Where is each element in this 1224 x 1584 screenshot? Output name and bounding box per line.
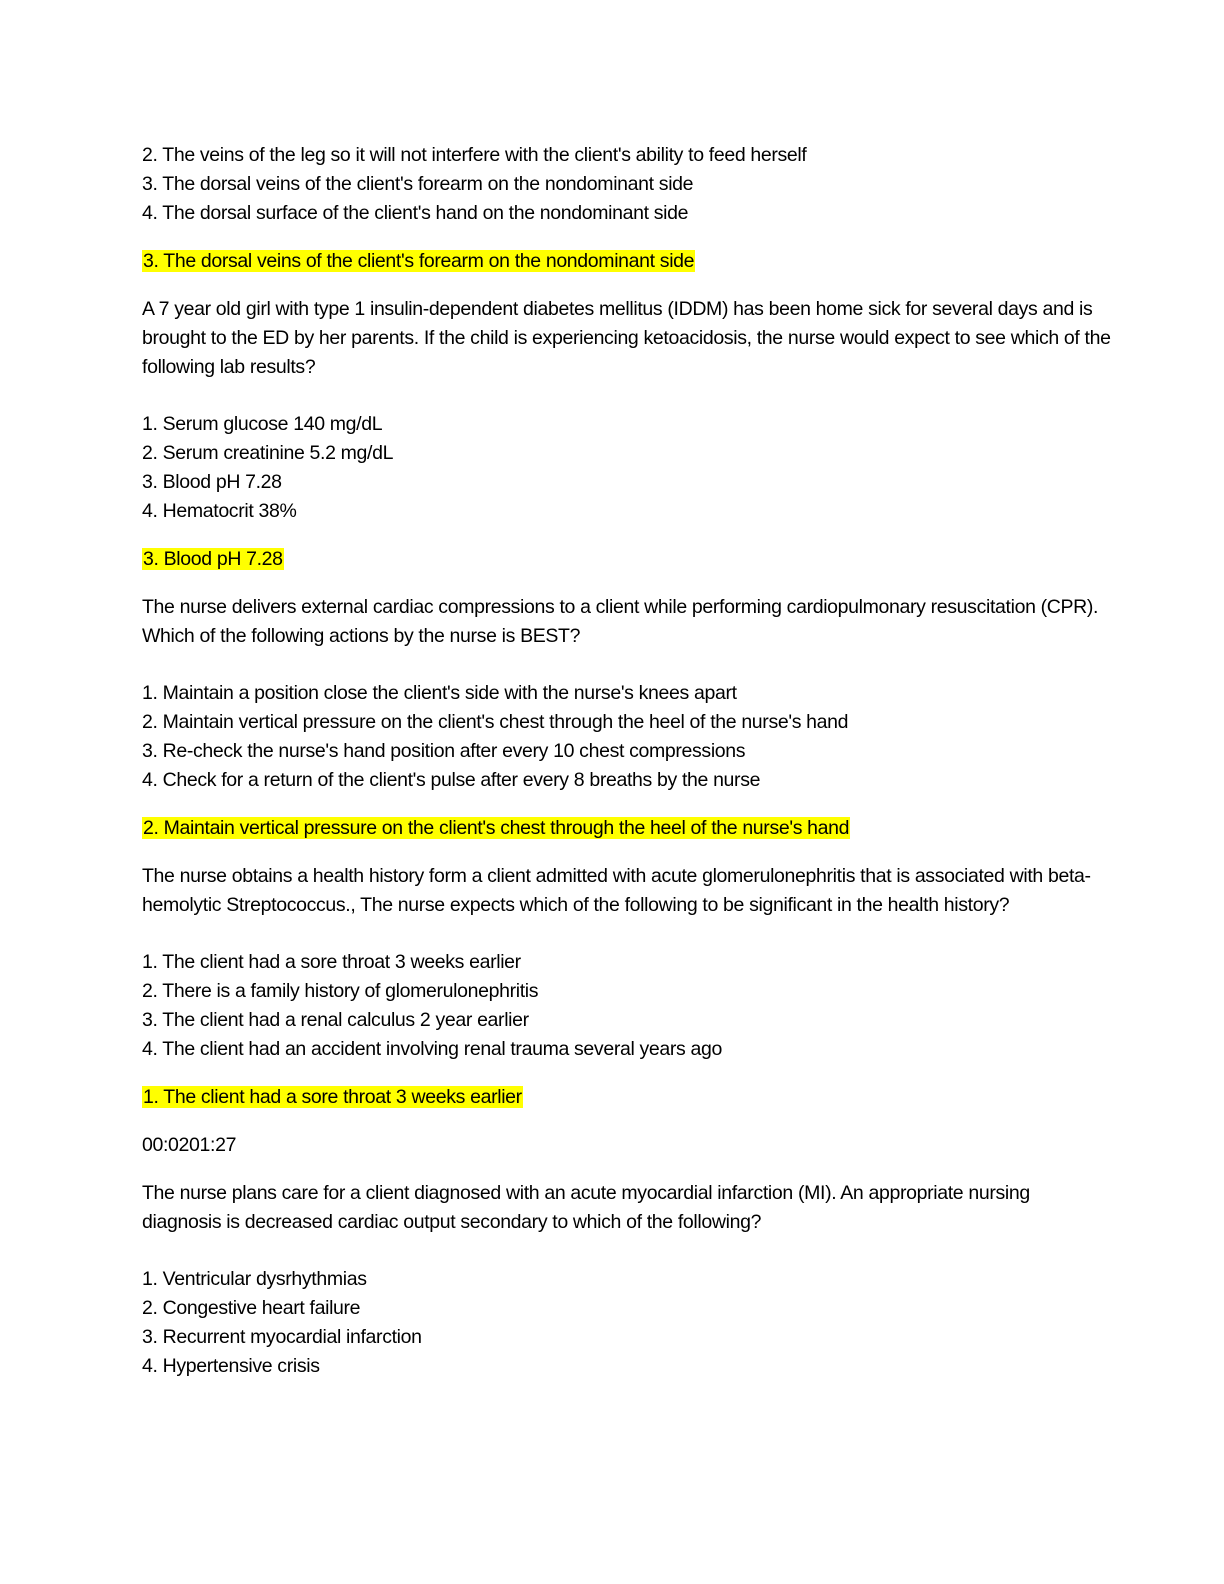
options-list bbox=[142, 141, 1082, 228]
option-item: 1. Ventricular dysrhythmias bbox=[142, 1268, 367, 1290]
option-item: 2. The veins of the leg so it will not interfere with the client's ability to feed herself bbox=[142, 144, 807, 166]
answer-line bbox=[142, 247, 1082, 276]
option-item: 3. The dorsal veins of the client's forearm on the nondominant side bbox=[142, 173, 694, 195]
option-item: 3. Re-check the nurse's hand position after every 10 chest compressions bbox=[142, 740, 746, 762]
question-text bbox=[142, 1179, 1082, 1237]
option-item: 3. Blood pH 7.28 bbox=[142, 471, 282, 493]
question-line: The nurse plans care for a client diagnosed with an acute myocardial infarction (MI). An appropriate nursing bbox=[142, 1182, 1030, 1204]
option-item: 3. Recurrent myocardial infarction bbox=[142, 1326, 422, 1348]
highlighted-answer: 3. Blood pH 7.28 bbox=[143, 548, 283, 570]
option-item: 1. Maintain a position close the client's side with the nurse's knees apart bbox=[142, 682, 737, 704]
option-item: 2. There is a family history of glomerulonephritis bbox=[142, 980, 539, 1002]
question-line: The nurse obtains a health history form a client admitted with acute glomerulonephritis that is associated with beta- bbox=[142, 865, 1091, 887]
answer-line bbox=[142, 545, 1082, 574]
question-line: A 7 year old girl with type 1 insulin-dependent diabetes mellitus (IDDM) has been home sick for several days and is bbox=[142, 298, 1093, 320]
question-line: following lab results? bbox=[142, 356, 316, 378]
question-line: The nurse delivers external cardiac compressions to a client while performing cardiopulmonary resuscitation (CPR). bbox=[142, 596, 1099, 618]
option-item: 3. The client had a renal calculus 2 year earlier bbox=[142, 1009, 529, 1031]
options-list bbox=[142, 410, 1082, 526]
option-item: 2. Maintain vertical pressure on the client's chest through the heel of the nurse's hand bbox=[142, 711, 849, 733]
highlighted-answer: 1. The client had a sore throat 3 weeks earlier bbox=[143, 1086, 522, 1108]
option-item: 2. Serum creatinine 5.2 mg/dL bbox=[142, 442, 394, 464]
question-text bbox=[142, 593, 1099, 651]
timestamp: 00:0201:27 bbox=[142, 1134, 237, 1156]
options-list bbox=[142, 679, 1082, 795]
question-text bbox=[142, 295, 1111, 382]
option-item: 4. The dorsal surface of the client's hand on the nondominant side bbox=[142, 202, 689, 224]
options-list bbox=[142, 1265, 1082, 1381]
answer-line bbox=[142, 1083, 1082, 1112]
highlighted-answer: 3. The dorsal veins of the client's forearm on the nondominant side bbox=[143, 250, 695, 272]
question-line: hemolytic Streptococcus., The nurse expects which of the following to be significant in the health history? bbox=[142, 894, 1010, 916]
question-text bbox=[142, 862, 1091, 920]
option-item: 1. The client had a sore throat 3 weeks earlier bbox=[142, 951, 521, 973]
options-list bbox=[142, 948, 1082, 1064]
option-item: 4. Check for a return of the client's pulse after every 8 breaths by the nurse bbox=[142, 769, 761, 791]
option-item: 4. The client had an accident involving renal trauma several years ago bbox=[142, 1038, 722, 1060]
question-line: brought to the ED by her parents. If the child is experiencing ketoacidosis, the nurse would expect to see which of the bbox=[142, 327, 1111, 349]
answer-line bbox=[142, 814, 1082, 843]
document-page bbox=[142, 141, 1111, 1381]
question-line: Which of the following actions by the nurse is BEST? bbox=[142, 625, 581, 647]
option-item: 4. Hypertensive crisis bbox=[142, 1355, 320, 1377]
highlighted-answer: 2. Maintain vertical pressure on the client's chest through the heel of the nurse's hand bbox=[143, 817, 850, 839]
option-item: 4. Hematocrit 38% bbox=[142, 500, 297, 522]
option-item: 1. Serum glucose 140 mg/dL bbox=[142, 413, 383, 435]
question-line: diagnosis is decreased cardiac output secondary to which of the following? bbox=[142, 1211, 762, 1233]
option-item: 2. Congestive heart failure bbox=[142, 1297, 361, 1319]
